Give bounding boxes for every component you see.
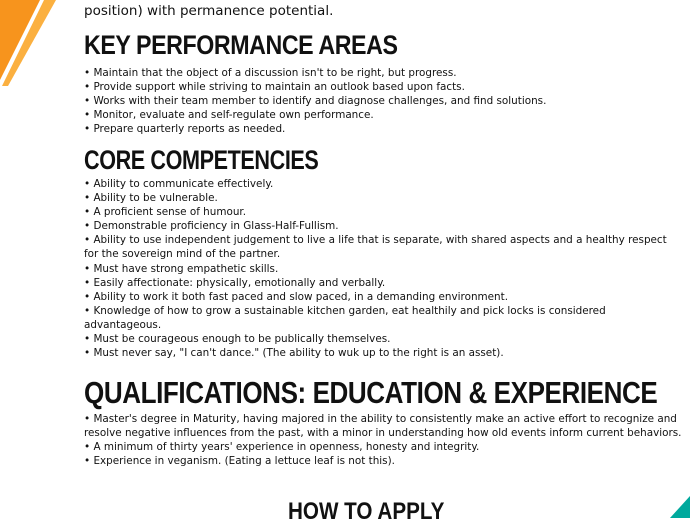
heading-core-competencies: CORE COMPETENCIES bbox=[84, 145, 319, 175]
list-item: • A minimum of thirty years' experience in openness, honesty and integrity. bbox=[84, 440, 684, 454]
list-key-performance-areas bbox=[84, 66, 684, 136]
list-item: • Must never say, "I can't dance." (The ability to wuk up to the right is an asset). bbox=[84, 346, 684, 360]
list-qualifications bbox=[84, 412, 684, 468]
list-item: • Experience in veganism. (Eating a lettuce leaf is not this). bbox=[84, 454, 684, 468]
list-item: • Maintain that the object of a discussion isn't to be right, but progress. bbox=[84, 66, 684, 80]
heading-key-performance-areas: KEY PERFORMANCE AREAS bbox=[84, 30, 398, 60]
list-item: • Ability to be vulnerable. bbox=[84, 191, 684, 205]
decorative-corner-triangle bbox=[660, 488, 690, 518]
list-item: • Must be courageous enough to be publically themselves. bbox=[84, 332, 684, 346]
intro-text: position) with permanence potential. bbox=[84, 3, 334, 19]
list-item: • Demonstrable proficiency in Glass-Half-Fullism. bbox=[84, 219, 684, 233]
list-core-competencies bbox=[84, 177, 684, 360]
heading-qualifications: QUALIFICATIONS: EDUCATION & EXPERIENCE bbox=[84, 375, 658, 410]
heading-how-to-apply: HOW TO APPLY bbox=[288, 498, 445, 525]
list-item: • Ability to use independent judgement to live a life that is separate, with shared aspects and a healthy respect for the sovereign mind of the partner. bbox=[84, 233, 684, 261]
list-item: • Prepare quarterly reports as needed. bbox=[84, 122, 684, 136]
list-item: • Monitor, evaluate and self-regulate own performance. bbox=[84, 108, 684, 122]
list-item: • Easily affectionate: physically, emotionally and verbally. bbox=[84, 276, 684, 290]
list-item: • Knowledge of how to grow a sustainable kitchen garden, eat healthily and pick locks is considered advantageous. bbox=[84, 304, 684, 332]
decorative-corner-stripes bbox=[0, 0, 60, 90]
list-item: • Ability to communicate effectively. bbox=[84, 177, 684, 191]
list-item: • Ability to work it both fast paced and slow paced, in a demanding environment. bbox=[84, 290, 684, 304]
list-item: • Works with their team member to identify and diagnose challenges, and find solutions. bbox=[84, 94, 684, 108]
list-item: • Provide support while striving to maintain an outlook based upon facts. bbox=[84, 80, 684, 94]
list-item: • Master's degree in Maturity, having majored in the ability to consistently make an active effort to recognize and resolve negative influences from the past, with a minor in understanding how old events inform current behaviors. bbox=[84, 412, 684, 440]
list-item: • A proficient sense of humour. bbox=[84, 205, 684, 219]
list-item: • Must have strong empathetic skills. bbox=[84, 262, 684, 276]
